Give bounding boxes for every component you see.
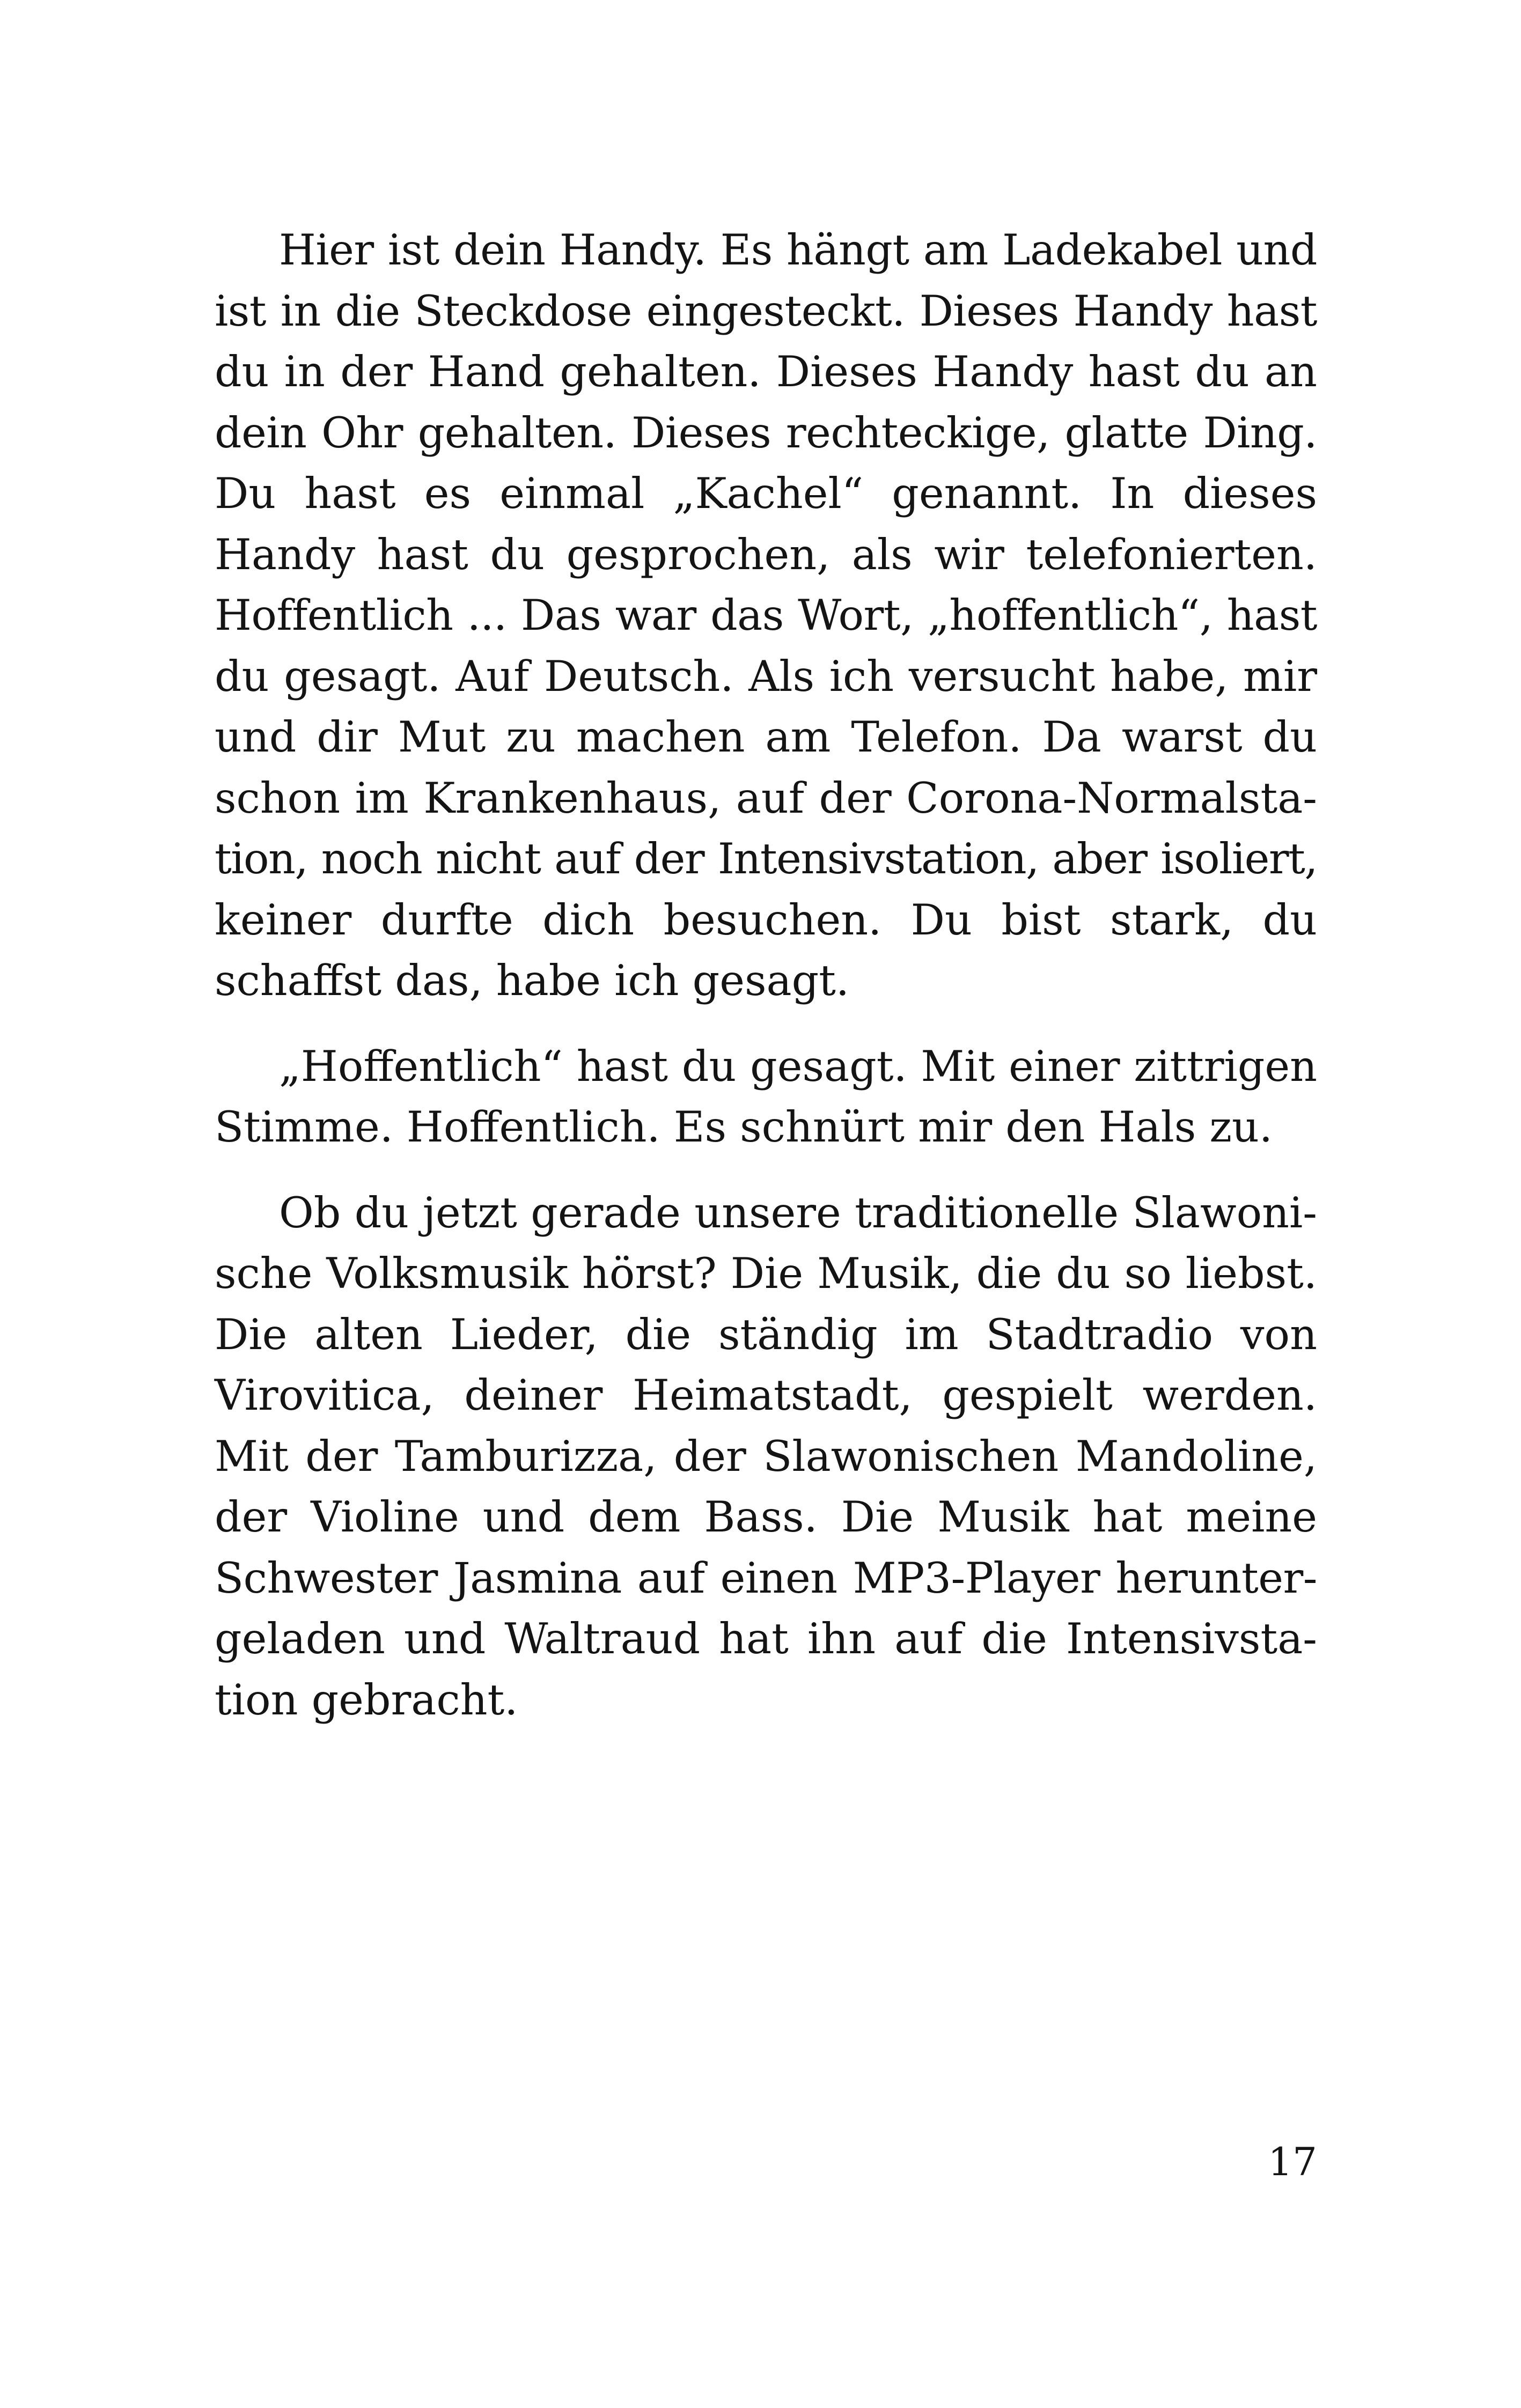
text-line: Mit der Tamburizza, der Slawonischen Mandoline,: [215, 1431, 1317, 1481]
text-line: Ob du jetzt gerade unsere traditionelle Slawoni-: [279, 1188, 1317, 1238]
paragraph-1: [215, 220, 1317, 1012]
text-line: „Hoffentlich“ hast du gesagt. Mit einer zittrigen: [279, 1041, 1317, 1091]
text-line: ist in die Steckdose eingesteckt. Dieses Handy hast: [215, 286, 1317, 336]
body-text: [215, 220, 1317, 1730]
text-line: der Violine und dem Bass. Die Musik hat meine: [215, 1492, 1317, 1542]
text-line: tion, noch nicht auf der Intensivstation, aber isoliert,: [215, 834, 1317, 883]
text-line: schon im Krankenhaus, auf der Corona-Normalsta-: [215, 773, 1317, 823]
text-line: schaffst das, habe ich gesagt.: [215, 956, 850, 1005]
text-line: du gesagt. Auf Deutsch. Als ich versucht habe, mir: [215, 651, 1317, 701]
text-line: Hoffentlich ... Das war das Wort, „hoffentlich“, hast: [215, 591, 1317, 640]
text-line: Handy hast du gesprochen, als wir telefonierten.: [215, 529, 1317, 579]
paragraph-2: [215, 1036, 1317, 1158]
text-line: Stimme. Hoffentlich. Es schnürt mir den Hals zu.: [215, 1102, 1273, 1152]
text-line: Virovitica, deiner Heimatstadt, gespielt werden.: [215, 1371, 1317, 1420]
text-line: Du hast es einmal „Kachel“ genannt. In dieses: [215, 469, 1317, 518]
text-line: Schwester Jasmina auf einen MP3-Player herunter-: [215, 1553, 1317, 1603]
text-line: tion gebracht.: [215, 1675, 518, 1725]
text-line: Hier ist dein Handy. Es hängt am Ladekabel und: [279, 225, 1317, 275]
text-line: Die alten Lieder, die ständig im Stadtradio von: [215, 1309, 1317, 1359]
text-line: dein Ohr gehalten. Dieses rechteckige, glatte Ding.: [215, 408, 1317, 458]
text-line: keiner durfte dich besuchen. Du bist stark, du: [215, 895, 1317, 945]
text-line: geladen und Waltraud hat ihn auf die Intensivsta-: [215, 1614, 1317, 1663]
text-line: sche Volksmusik hörst? Die Musik, die du so liebst.: [215, 1249, 1317, 1298]
page-number: 17: [1268, 2139, 1317, 2184]
paragraph-3: [215, 1183, 1317, 1731]
text-line: du in der Hand gehalten. Dieses Handy hast du an: [215, 347, 1317, 396]
text-line: und dir Mut zu machen am Telefon. Da warst du: [215, 712, 1317, 762]
